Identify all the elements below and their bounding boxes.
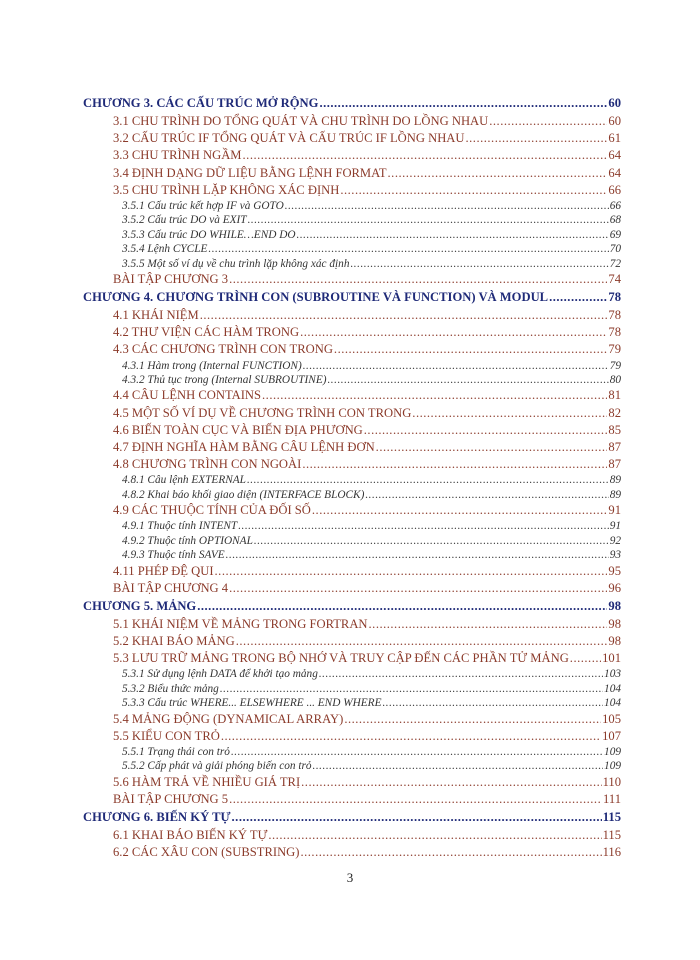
toc-entry-label: 4.9.3 Thuộc tính SAVE	[122, 549, 225, 562]
toc-entry-label: 3.4 ĐỊNH DẠNG DỮ LIỆU BẰNG LỆNH FORMAT	[113, 165, 387, 180]
toc-entry-page: 98	[608, 616, 621, 631]
toc-entry-page: 104	[604, 682, 621, 695]
dot-leader	[334, 341, 607, 358]
toc-subsection-entry[interactable]	[83, 534, 621, 548]
toc-entry-page: 96	[608, 580, 621, 595]
toc-entry-label: 6.2 CÁC XÂU CON (SUBSTRING)	[113, 845, 300, 860]
toc-section-entry[interactable]	[83, 341, 621, 358]
toc-entry-page: 98	[608, 598, 621, 613]
toc-entry-label: 4.6 BIẾN TOÀN CỤC VÀ BIẾN ĐỊA PHƯƠNG	[113, 422, 363, 437]
toc-entry-page: 111	[603, 791, 621, 806]
toc-entry-label: 4.8.2 Khai báo khối giao diện (INTERFACE BLOCK)	[122, 488, 365, 501]
toc-entry-page: 78	[608, 290, 621, 305]
toc-chapter-entry[interactable]	[83, 597, 621, 616]
toc-section-entry[interactable]	[83, 422, 621, 439]
toc-chapter-entry[interactable]	[83, 94, 621, 113]
toc-entry-page: 60	[608, 96, 621, 110]
toc-entry-page: 109	[604, 745, 621, 758]
dot-leader	[369, 616, 608, 633]
toc-section-entry[interactable]	[83, 650, 621, 667]
dot-leader	[388, 165, 608, 182]
toc-entry-label: 4.2 THƯ VIỆN CÁC HÀM TRONG	[113, 325, 300, 340]
toc-entry-label: 5.5.1 Trạng thái con trỏ	[122, 745, 230, 758]
toc-entry-label: CHƯƠNG 3. CÁC CẤU TRÚC MỞ RỘNG	[83, 96, 319, 110]
toc-entry-page: 80	[609, 374, 621, 387]
dot-leader	[285, 199, 609, 213]
dot-leader	[382, 696, 603, 710]
toc-entry-label: 4.5 MỘT SỐ VÍ DỤ VỀ CHƯƠNG TRÌNH CON TRONG	[113, 405, 412, 420]
toc-entry-label: 4.8.1 Câu lệnh EXTERNAL	[122, 474, 246, 487]
toc-subsection-entry[interactable]	[83, 682, 621, 696]
toc-subsection-entry[interactable]	[83, 213, 621, 227]
toc-entry-page: 87	[608, 439, 621, 454]
toc-entry-label: 5.2 KHAI BÁO MẢNG	[113, 634, 235, 649]
toc-entry-label: 5.6 HÀM TRẢ VỀ NHIỀU GIÁ TRỊ	[113, 774, 301, 789]
toc-entry-page: 68	[609, 214, 621, 227]
dot-leader	[350, 257, 608, 271]
dot-leader	[268, 827, 601, 844]
toc-chapter-entry[interactable]	[83, 288, 621, 307]
toc-entry-label: 3.5.1 Cấu trúc kết hợp IF và GOTO	[122, 199, 284, 212]
toc-entry-page: 87	[608, 457, 621, 472]
toc-section-entry[interactable]	[83, 130, 621, 147]
dot-leader	[229, 271, 607, 288]
table-of-contents	[83, 94, 621, 862]
toc-entry-page: 78	[608, 325, 621, 340]
toc-entry-page: 60	[608, 114, 621, 128]
dot-leader	[570, 650, 601, 667]
dot-leader	[412, 405, 607, 422]
dot-leader	[247, 473, 609, 487]
toc-section-entry[interactable]	[83, 387, 621, 404]
toc-entry-label: BÀI TẬP CHƯƠNG 3	[113, 271, 229, 286]
toc-section-entry[interactable]	[83, 580, 621, 597]
toc-entry-label: 5.3.2 Biểu thức mảng	[122, 682, 219, 695]
toc-entry-label: 3.5.5 Một số ví dụ về chu trình lặp không xác định	[122, 257, 350, 270]
dot-leader	[319, 94, 607, 113]
toc-entry-label: 4.3.2 Thủ tục trong (Internal SUBROUTINE)	[122, 374, 327, 387]
dot-leader	[220, 682, 603, 696]
dot-leader	[208, 242, 608, 256]
dot-leader	[238, 519, 609, 533]
toc-chapter-entry[interactable]	[83, 808, 621, 827]
toc-entry-label: 3.5.4 Lệnh CYCLE	[122, 243, 208, 256]
toc-section-entry[interactable]	[83, 147, 621, 164]
toc-section-entry[interactable]	[83, 405, 621, 422]
toc-entry-page: 92	[609, 534, 621, 547]
toc-entry-label: 4.1 KHÁI NIỆM	[113, 308, 199, 323]
toc-section-entry[interactable]	[83, 324, 621, 341]
toc-section-entry[interactable]	[83, 791, 621, 808]
toc-entry-page: 79	[608, 342, 621, 357]
toc-subsection-entry[interactable]	[83, 745, 621, 759]
toc-entry-label: CHƯƠNG 5. MẢNG	[83, 598, 197, 613]
toc-entry-page: 89	[609, 474, 621, 487]
dot-leader	[303, 359, 609, 373]
toc-entry-label: 4.4 CÂU LỆNH CONTAINS	[113, 388, 262, 403]
dot-leader	[549, 288, 607, 307]
toc-entry-page: 109	[604, 760, 621, 773]
toc-entry-page: 91	[609, 520, 621, 533]
toc-subsection-entry[interactable]	[83, 519, 621, 533]
toc-entry-page: 103	[604, 668, 621, 681]
toc-section-entry[interactable]	[83, 633, 621, 650]
toc-entry-label: BÀI TẬP CHƯƠNG 4	[113, 580, 229, 595]
toc-entry-page: 85	[608, 422, 621, 437]
toc-entry-page: 116	[602, 845, 621, 860]
toc-entry-label: 3.2 CẤU TRÚC IF TỔNG QUÁT VÀ CẤU TRÚC IF LỒNG NHAU	[113, 131, 465, 146]
toc-subsection-entry[interactable]	[83, 199, 621, 213]
toc-subsection-entry[interactable]	[83, 488, 621, 502]
dot-leader	[489, 113, 607, 130]
toc-entry-label: 3.3 CHU TRÌNH NGẦM	[113, 148, 242, 163]
dot-leader	[364, 422, 608, 439]
toc-section-entry[interactable]	[83, 439, 621, 456]
toc-entry-label: 5.5.2 Cấp phát và giải phóng biến con trỏ	[122, 760, 312, 773]
toc-entry-page: 66	[608, 182, 621, 197]
toc-entry-page: 89	[609, 488, 621, 501]
toc-section-entry[interactable]	[83, 271, 621, 288]
toc-entry-label: 4.9.2 Thuộc tính OPTIONAL	[122, 534, 253, 547]
toc-section-entry[interactable]	[83, 616, 621, 633]
toc-entry-page: 70	[609, 243, 621, 256]
toc-entry-page: 81	[608, 388, 621, 403]
toc-entry-page: 105	[602, 711, 621, 726]
toc-entry-label: BÀI TẬP CHƯƠNG 5	[113, 791, 229, 806]
toc-entry-page: 78	[608, 308, 621, 323]
toc-entry-page: 104	[604, 697, 621, 710]
toc-entry-label: 5.3.3 Cấu trúc WHERE... ELSEWHERE ... END WHERE	[122, 697, 382, 710]
toc-subsection-entry[interactable]	[83, 667, 621, 681]
toc-entry-page: 115	[602, 810, 621, 825]
toc-section-entry[interactable]	[83, 456, 621, 473]
toc-entry-label: 4.3.1 Hàm trong (Internal FUNCTION)	[122, 359, 302, 372]
dot-leader	[243, 147, 608, 164]
toc-entry-page: 115	[602, 828, 621, 843]
toc-entry-label: 3.5.2 Cấu trúc DO và EXIT	[122, 214, 247, 227]
dot-leader	[215, 563, 608, 580]
toc-section-entry[interactable]	[83, 774, 621, 791]
toc-subsection-entry[interactable]	[83, 257, 621, 271]
dot-leader	[232, 808, 602, 827]
toc-section-entry[interactable]	[83, 182, 621, 199]
dot-leader	[319, 667, 603, 681]
dot-leader	[301, 774, 601, 791]
toc-section-entry[interactable]	[83, 844, 621, 861]
toc-entry-label: 5.1 KHÁI NIỆM VỀ MẢNG TRONG FORTRAN	[113, 616, 368, 631]
toc-entry-page: 64	[608, 165, 621, 180]
toc-entry-label: CHƯƠNG 4. CHƯƠNG TRÌNH CON (SUBROUTINE VÀ FUNCTION) VÀ MODUL	[83, 290, 549, 305]
toc-entry-page: 95	[608, 563, 621, 578]
dot-leader	[226, 548, 609, 562]
toc-subsection-entry[interactable]	[83, 548, 621, 562]
dot-leader	[376, 439, 608, 456]
dot-leader	[248, 213, 609, 227]
dot-leader	[254, 534, 609, 548]
toc-entry-page: 101	[602, 651, 621, 666]
toc-entry-page: 98	[608, 634, 621, 649]
toc-entry-label: 3.5.3 Cấu trúc DO WHILE…END DO	[122, 228, 296, 241]
dot-leader	[229, 791, 602, 808]
dot-leader	[466, 130, 608, 147]
toc-entry-page: 91	[608, 503, 621, 518]
toc-entry-page: 66	[609, 199, 621, 212]
toc-entry-label: 4.11 PHÉP ĐỆ QUI	[113, 563, 214, 578]
dot-leader	[313, 759, 604, 773]
toc-subsection-entry[interactable]	[83, 359, 621, 373]
dot-leader	[229, 580, 607, 597]
toc-entry-page: 61	[608, 131, 621, 146]
toc-entry-label: 4.8 CHƯƠNG TRÌNH CON NGOÀI	[113, 457, 302, 472]
toc-subsection-entry[interactable]	[83, 242, 621, 256]
toc-entry-label: 4.9.1 Thuộc tính INTENT	[122, 520, 238, 533]
toc-section-entry[interactable]	[83, 827, 621, 844]
toc-entry-label: 5.4 MẢNG ĐỘNG (DYNAMICAL ARRAY)	[113, 711, 344, 726]
dot-leader	[297, 228, 609, 242]
toc-entry-label: 4.7 ĐỊNH NGHĨA HÀM BẰNG CÂU LỆNH ĐƠN	[113, 439, 375, 454]
dot-leader	[300, 324, 607, 341]
toc-entry-label: 6.1 KHAI BÁO BIẾN KÝ TỰ	[113, 828, 268, 843]
toc-section-entry[interactable]	[83, 502, 621, 519]
toc-entry-page: 72	[609, 257, 621, 270]
toc-section-entry[interactable]	[83, 711, 621, 728]
dot-leader	[200, 307, 608, 324]
dot-leader	[197, 597, 607, 616]
toc-entry-page: 69	[609, 228, 621, 241]
dot-leader	[236, 633, 608, 650]
toc-entry-label: 5.3.1 Sử dụng lệnh DATA để khởi tạo mảng	[122, 668, 318, 681]
dot-leader	[221, 728, 601, 745]
toc-subsection-entry[interactable]	[83, 373, 621, 387]
toc-section-entry[interactable]	[83, 165, 621, 182]
dot-leader	[312, 502, 608, 519]
toc-section-entry[interactable]	[83, 563, 621, 580]
toc-subsection-entry[interactable]	[83, 473, 621, 487]
page-number: 3	[346, 870, 354, 885]
toc-entry-label: 3.1 CHU TRÌNH DO TỔNG QUÁT VÀ CHU TRÌNH DO LỒNG NHAU	[113, 114, 489, 128]
toc-entry-page: 82	[608, 405, 621, 420]
toc-subsection-entry[interactable]	[83, 696, 621, 710]
dot-leader	[327, 373, 608, 387]
dot-leader	[340, 182, 607, 199]
toc-entry-page: 79	[609, 359, 621, 372]
dot-leader	[231, 745, 603, 759]
dot-leader	[300, 844, 601, 861]
dot-leader	[344, 711, 601, 728]
toc-entry-label: 5.5 KIỂU CON TRỎ	[113, 728, 220, 743]
toc-entry-label: 4.9 CÁC THUỘC TÍNH CỦA ĐỐI SỐ	[113, 503, 311, 518]
toc-entry-page: 110	[602, 774, 621, 789]
toc-entry-label: CHƯƠNG 6. BIẾN KÝ TỰ	[83, 810, 231, 825]
toc-subsection-entry[interactable]	[83, 759, 621, 773]
toc-section-entry[interactable]	[83, 113, 621, 130]
toc-entry-page: 93	[609, 549, 621, 562]
toc-subsection-entry[interactable]	[83, 228, 621, 242]
dot-leader	[365, 488, 608, 502]
toc-section-entry[interactable]	[83, 728, 621, 745]
toc-entry-label: 5.3 LƯU TRỮ MẢNG TRONG BỘ NHỚ VÀ TRUY CẬP ĐẾN CÁC PHẦN TỬ MẢNG	[113, 651, 569, 666]
toc-entry-page: 74	[608, 271, 621, 286]
toc-entry-label: 3.5 CHU TRÌNH LẶP KHÔNG XÁC ĐỊNH	[113, 182, 340, 197]
dot-leader	[262, 387, 607, 404]
toc-entry-label: 4.3 CÁC CHƯƠNG TRÌNH CON TRONG	[113, 342, 333, 357]
toc-section-entry[interactable]	[83, 307, 621, 324]
toc-entry-page: 107	[602, 728, 621, 743]
toc-entry-page: 64	[608, 148, 621, 163]
dot-leader	[302, 456, 607, 473]
